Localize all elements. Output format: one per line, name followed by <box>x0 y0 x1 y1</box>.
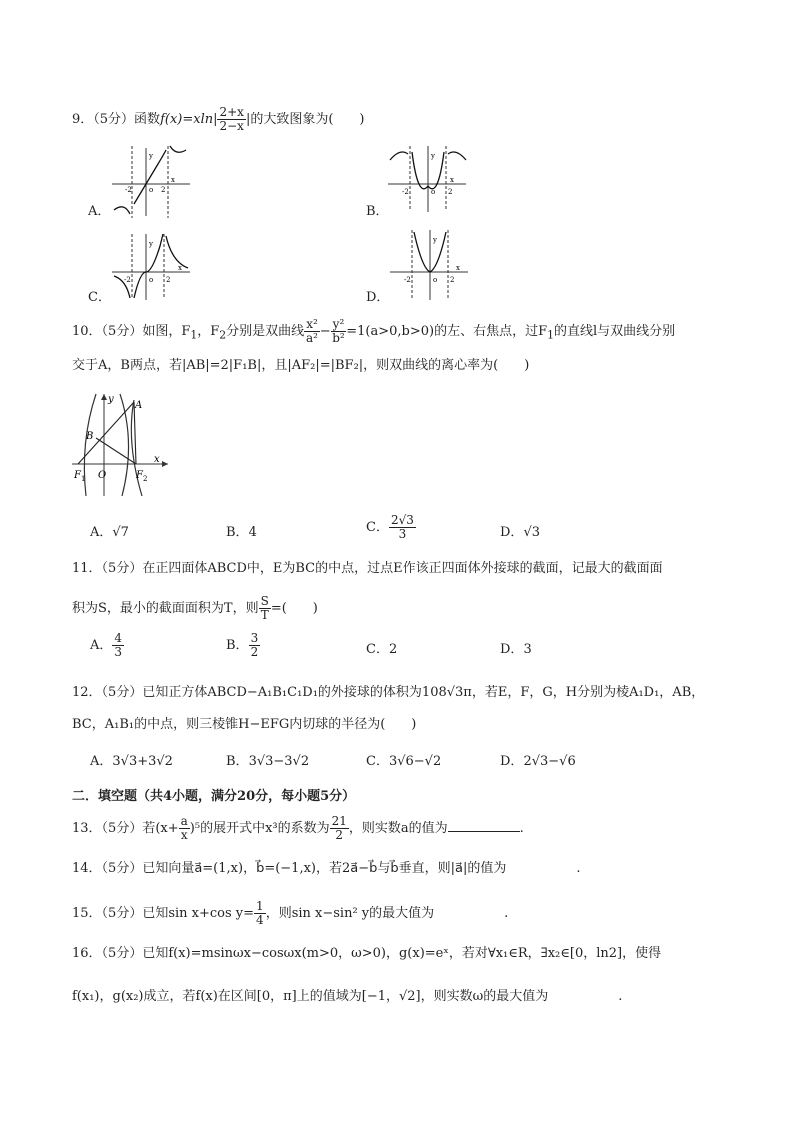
q10-hyperbola-figure <box>72 392 172 500</box>
q11-option-d: D．3 <box>500 642 532 657</box>
q11-stem-line1: 11．（5分）在正四面体ABCD中，E为BC的中点，过点E作该正四面体外接球的截面，记最大的截面面 <box>72 561 663 576</box>
svg-text:x: x <box>456 264 460 272</box>
fig-label-b: B <box>86 431 94 442</box>
q11-option-c: C．2 <box>366 642 398 657</box>
q10-option-d: D．√3 <box>500 525 540 540</box>
fig-label-f2: F <box>136 470 143 481</box>
q12-option-a: A．3√3+3√2 <box>90 754 173 769</box>
svg-text:-2: -2 <box>402 188 409 196</box>
q12-option-c: C．3√6−√2 <box>366 754 442 769</box>
svg-text:o: o <box>149 276 154 284</box>
q9-stem: 9．（5分）函数f(x)=xln| $\frac{2+x}{2-x}$ |的大致图象为( ) <box>72 105 365 133</box>
section-fill-in-heading: 二．填空题（共4小题，满分20分，每小题5分） <box>72 789 356 804</box>
svg-text:2: 2 <box>450 276 455 284</box>
svg-text:y: y <box>149 240 153 248</box>
q9-option-c-label: C． <box>88 290 111 305</box>
q10-option-b: B．4 <box>226 525 257 540</box>
svg-text:2: 2 <box>448 188 453 196</box>
svg-text:y: y <box>433 236 437 244</box>
svg-text:y: y <box>149 152 153 160</box>
q12-stem-line1: 12．（5分）已知正方体ABCD−A₁B₁C₁D₁的外接球的体积为108√3π，若E，F，G，H分别为棱A₁D₁，AB， <box>72 685 705 700</box>
q9-option-d-label: D． <box>366 290 390 305</box>
fig-label-a: A <box>135 400 143 411</box>
fig-label-f1-sub: 1 <box>81 475 86 483</box>
fig-label-o: O <box>98 470 107 481</box>
svg-text:x: x <box>450 176 454 184</box>
svg-text:-2: -2 <box>404 276 411 284</box>
fig-label-f2-sub: 2 <box>143 475 148 483</box>
q16-stem-line1: 16．（5分）已知f(x)=msinωx−cosωx(m>0，ω>0)，g(x)=eˣ，若对∀x₁∈R，∃x₂∈[0，ln2]，使得 <box>72 946 662 961</box>
q16-stem-line2: f(x₁)，g(x₂)成立，若f(x)在区间[0，π]上的值域为[−1，√2]，则实数ω的最大值为 . <box>72 989 623 1004</box>
q9-graph-c <box>112 232 192 302</box>
q14-stem: 14．（5分）已知向量a⃗=(1,x)，b⃗=(−1,x)，若2a⃗−b⃗与b⃗垂直，则|a⃗|的值为 . <box>72 861 581 876</box>
svg-text:x: x <box>178 264 182 272</box>
svg-text:-2: -2 <box>125 186 132 194</box>
q13-answer-blank[interactable] <box>448 831 520 832</box>
q9-graph-d <box>390 228 470 302</box>
svg-text:x: x <box>171 176 175 184</box>
q11-option-a: A． $\frac{4}{3}$ <box>90 631 123 659</box>
q13-stem: 13．（5分）若(x+ $\frac{a}{x}$ )⁵的展开式中x³的系数为 $\frac{21}{2}$ ，则实数a的值为 . <box>72 814 524 842</box>
q9-option-b-label: B． <box>366 204 389 219</box>
q11-stem-line2: 积为S，最小的截面面积为T，则 $\frac{S}{T}$ =( ) <box>72 594 318 622</box>
svg-text:2: 2 <box>166 276 171 284</box>
q10-option-c: C． $\frac{2√3}{3}$ <box>366 513 414 541</box>
q10-stem-line1: 10．（5分）如图，$F_1$，$F_2$分别是双曲线 $\frac{\text{x²}}{\text{a²}}$ − $\frac{\text{y²}}{\text{b²}}$ =1(a>0,b>0)的左、右焦点，过$F_1$的直线l与双曲线分别 <box>72 317 676 345</box>
q9-graph-a <box>112 144 192 219</box>
svg-text:o: o <box>433 276 438 284</box>
fig-label-x: x <box>154 454 160 465</box>
svg-text:-2: -2 <box>124 276 131 284</box>
q12-option-d: D．2√3−√6 <box>500 754 576 769</box>
q15-stem: 15．（5分）已知sin x+cos y= $\frac{1}{4}$ ，则sin x−sin² y的最大值为 . <box>72 899 509 927</box>
q9-graph-b <box>388 144 468 214</box>
fig-label-y: y <box>108 394 114 405</box>
q9-option-a-label: A． <box>88 204 111 219</box>
q12-stem-line2: BC，A₁B₁的中点，则三棱锥H−EFG内切球的半径为( ) <box>72 717 417 732</box>
svg-text:2: 2 <box>161 186 166 194</box>
svg-text:o: o <box>149 186 154 194</box>
fig-label-f1: F <box>74 470 81 481</box>
q10-option-a: A．√7 <box>90 525 129 540</box>
svg-text:o: o <box>431 188 436 196</box>
q12-option-b: B．3√3−3√2 <box>226 754 310 769</box>
q11-option-b: B． $\frac{3}{2}$ <box>226 631 259 659</box>
q10-stem-line2: 交于A，B两点，若|AB|=2|F₁B|，且|AF₂|=|BF₂|，则双曲线的离心率为( ) <box>72 358 530 373</box>
svg-text:y: y <box>431 152 435 160</box>
